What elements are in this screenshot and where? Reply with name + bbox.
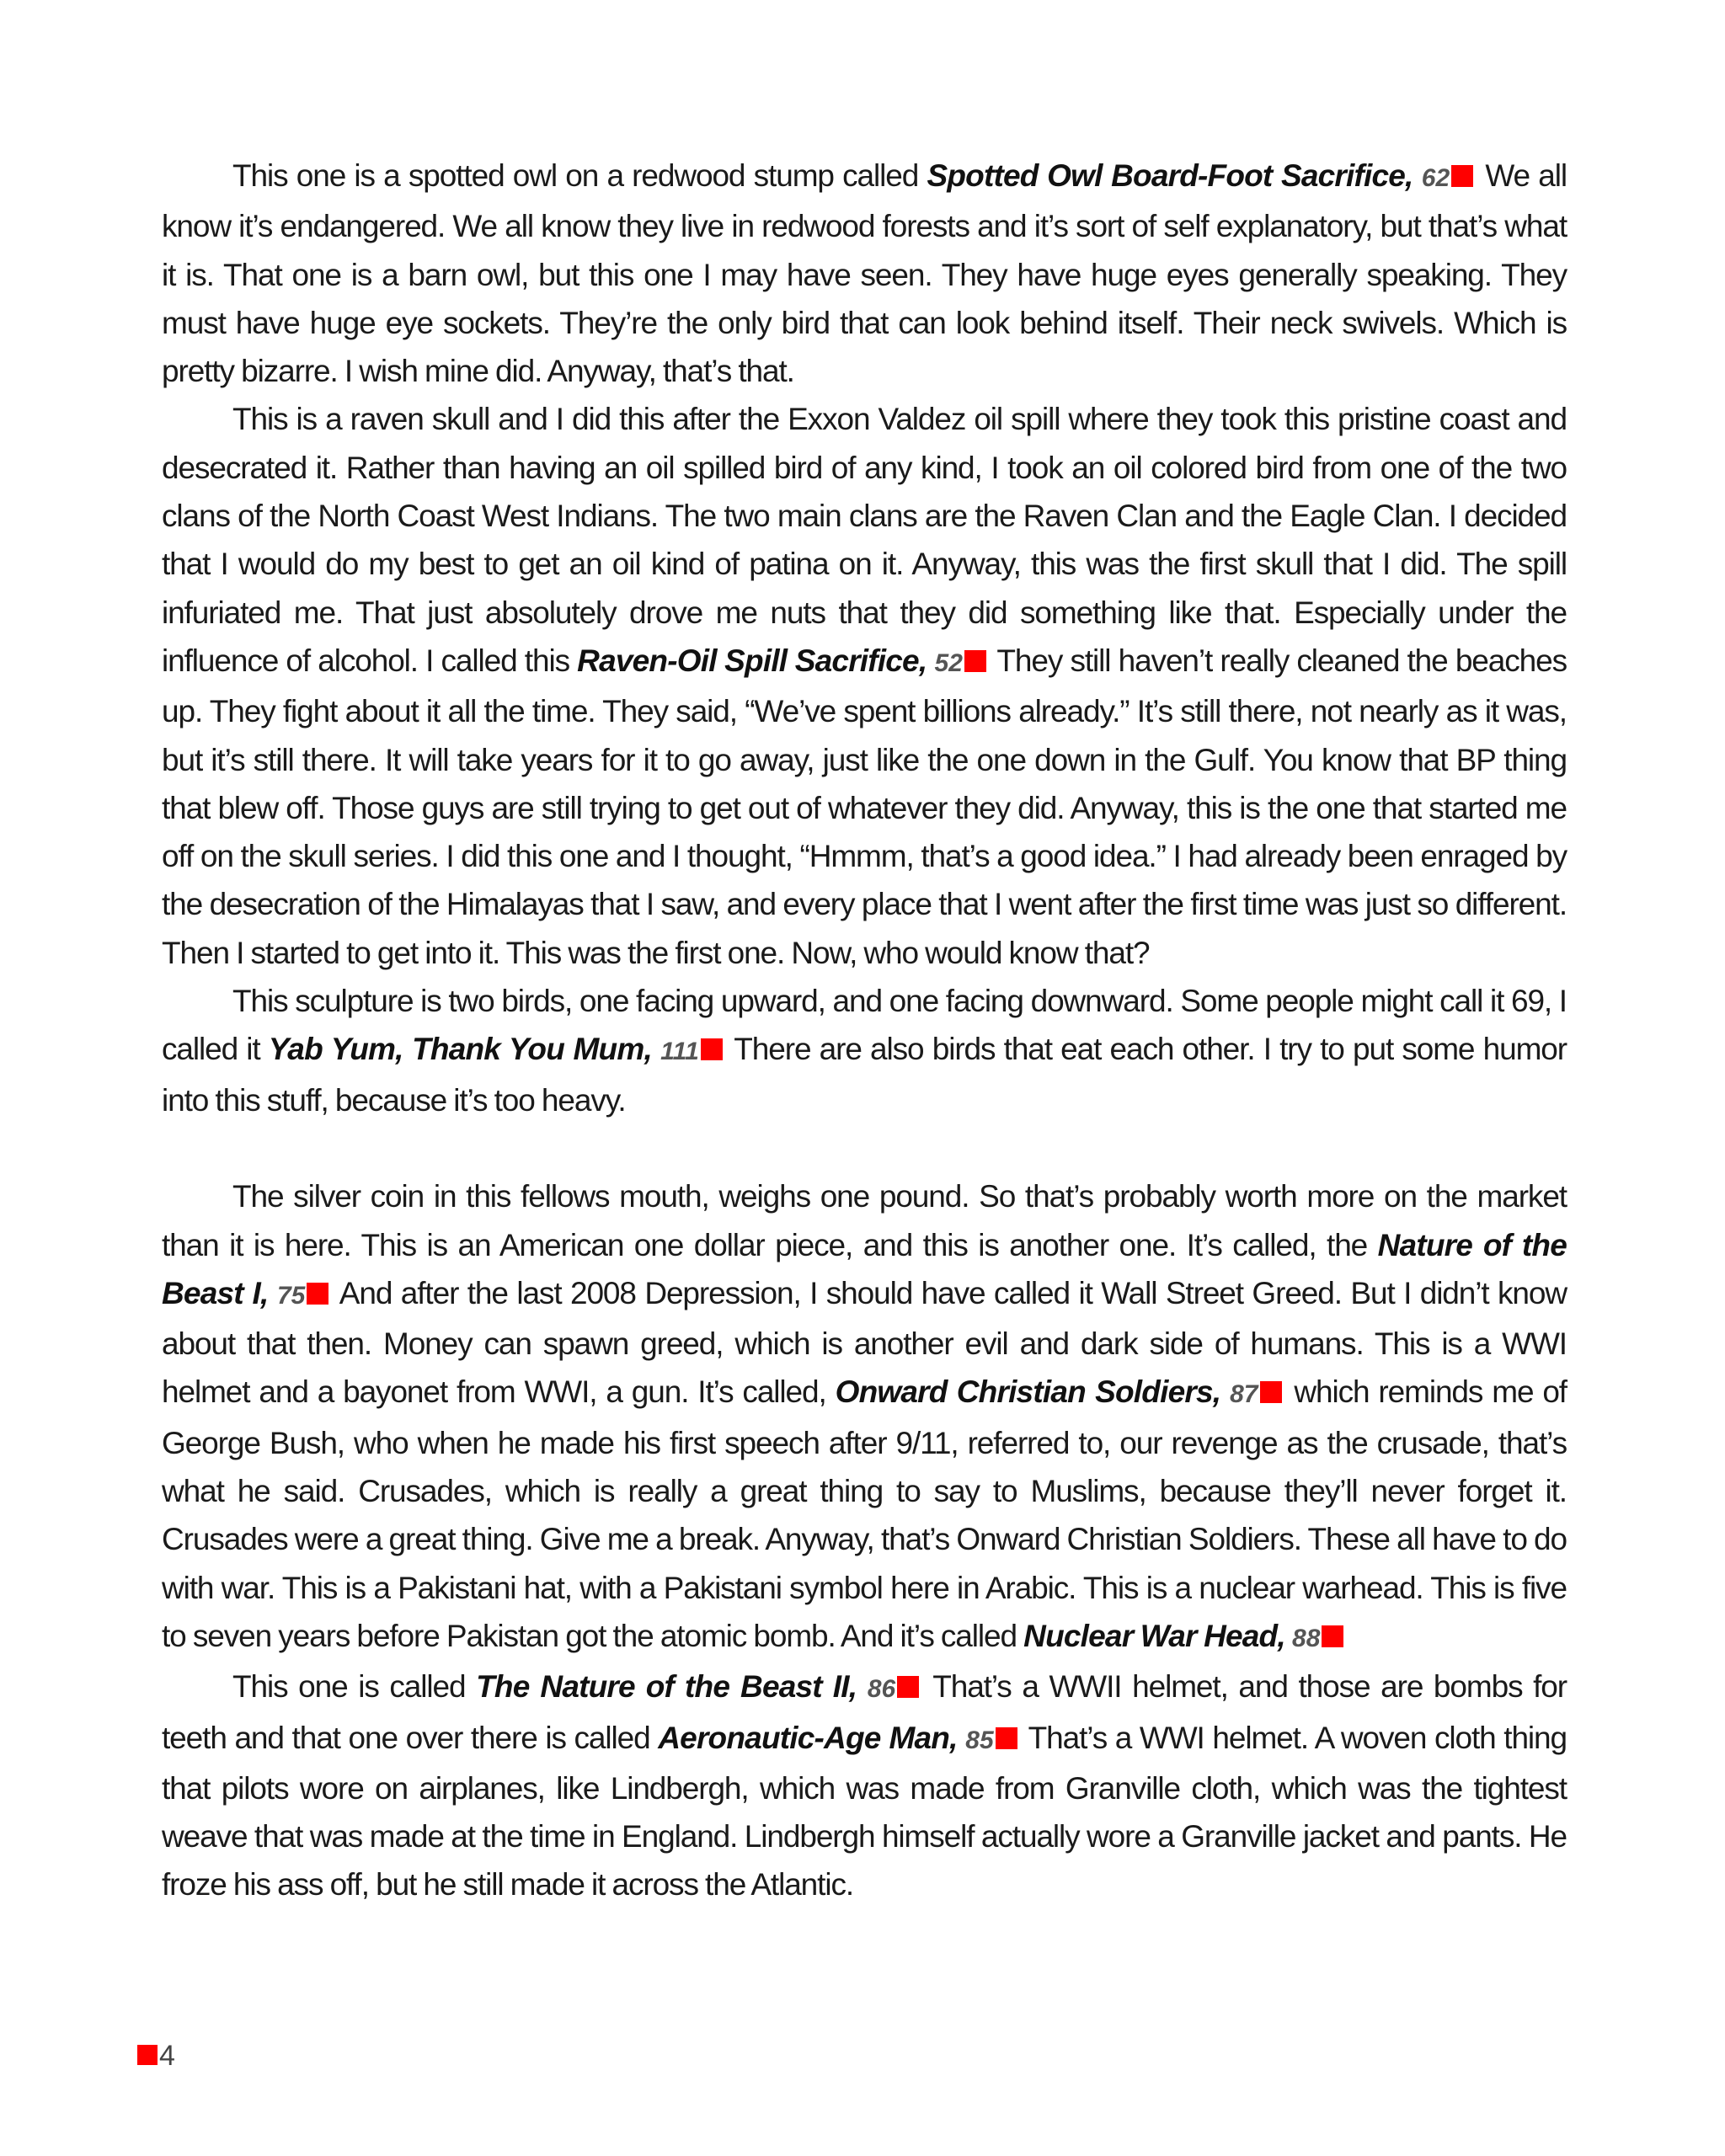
body-text: The silver coin in this fellows mouth, weighs one pound. So that’s probably worth more on the market than it is here. This is an American one dollar piece, and this is another one. It’s called, the	[162, 1179, 1567, 1262]
document-body	[162, 152, 1567, 1909]
red-square-marker-icon	[307, 1283, 328, 1305]
red-square-marker-icon	[137, 2045, 158, 2065]
artwork-title: The Nature of the Beast II,	[476, 1669, 857, 1705]
artwork-page-reference: 88	[1292, 1624, 1321, 1652]
artwork-title: Yab Yum, Thank You Mum,	[268, 1032, 652, 1067]
artwork-title: Onward Christian Soldiers,	[835, 1374, 1221, 1410]
paragraph-gap	[162, 1124, 1567, 1172]
page-footer	[137, 2041, 175, 2070]
body-text: This one is a spotted owl on a redwood stump called	[232, 158, 927, 193]
body-text: This sculpture is two birds, one facing upward, and one facing downward. Some people might call it 69, I called it	[162, 984, 1567, 1067]
red-square-marker-icon	[964, 650, 986, 672]
artwork-page-reference: 85	[965, 1726, 994, 1754]
paragraph	[162, 152, 1567, 395]
paragraph	[162, 977, 1567, 1124]
artwork-page-reference: 52	[934, 648, 963, 677]
artwork-title: Raven-Oil Spill Sacrifice,	[577, 643, 927, 678]
artwork-title: Aeronautic-Age Man,	[658, 1720, 958, 1755]
body-text: This one is called	[232, 1669, 477, 1705]
paragraph	[162, 1662, 1567, 1908]
body-text: They still haven’t really cleaned the beaches up. They fight about it all the time. They said, “We’ve spent billions already.” It’s still there, not nearly as it was, but it’s still there. It will take years for it to go away, just like the one down in the Gulf. You know that BP thing that blew off. Those guys are still trying to get out of whatever they did. Anyway, this is the one that started me off on the skull series. I did this one and I thought, “Hmmm, that’s a good idea.” I had already been enraged by the desecration of the Himalayas that I saw, and every place that I went after the first time was just so different. Then I started to get into it. This was the first one. Now, who would know that?	[162, 643, 1567, 970]
artwork-page-reference: 86	[867, 1675, 896, 1704]
body-text: There are also birds that eat each other. I try to put some humor into this stuff, because it’s too heavy.	[162, 1032, 1567, 1118]
paragraph	[162, 1172, 1567, 1662]
red-square-marker-icon	[701, 1038, 723, 1060]
artwork-page-reference: 87	[1230, 1380, 1258, 1409]
artwork-title: Nuclear War Head,	[1023, 1618, 1285, 1653]
body-text: That’s a WWII helmet, and those are bombs for teeth and that one over there is called	[162, 1669, 1567, 1755]
red-square-marker-icon	[1322, 1625, 1343, 1647]
body-text: This is a raven skull and I did this after the Exxon Valdez oil spill where they took this pristine coast and desecrated it. Rather than having an oil spilled bird of any kind, I took an oil colored bird from one of the two clans of the North Coast West Indians. The two main clans are the Raven Clan and the Eagle Clan. I decided that I would do my best to get an oil kind of patina on it. Anyway, this was the first skull that I did. The spill infuriated me. That just absolutely drove me nuts that they did something like that. Especially under the influence of alcohol. I called this	[162, 402, 1567, 678]
red-square-marker-icon	[897, 1676, 919, 1698]
body-text: And after the last 2008 Depression, I should have called it Wall Street Greed. But I didn’t know about that then. Money can spawn greed, which is another evil and dark side of humans. This is a WWI helmet and a bayonet from WWI, a gun. It’s called,	[162, 1275, 1567, 1410]
page-number: 4	[159, 2040, 175, 2072]
artwork-page-reference: 62	[1421, 164, 1450, 192]
red-square-marker-icon	[1451, 165, 1473, 187]
paragraph	[162, 395, 1567, 977]
red-square-marker-icon	[996, 1727, 1017, 1749]
artwork-title: Spotted Owl Board-Foot Sacrifice,	[927, 158, 1413, 193]
red-square-marker-icon	[1260, 1381, 1282, 1403]
body-text: That’s a WWI helmet. A woven cloth thing that pilots wore on airplanes, like Lindbergh, which was made from Granville cloth, which was the tightest weave that was made at the time in England. Lindbergh himself actually wore a Granville jacket and pants. He froze his ass off, but he still made it across the Atlantic.	[162, 1720, 1567, 1903]
body-text: which reminds me of George Bush, who when he made his first speech after 9/11, referred to, our revenge as the crusade, that’s what he said. Crusades, which is really a great thing to say to Muslims, because they’ll never forget it. Crusades were a great thing. Give me a break. Anyway, that’s Onward Christian Soldiers. These all have to do with war. This is a Pakistani hat, with a Pakistani symbol here in Arabic. This is a nuclear warhead. This is five to seven years before Pakistan got the atomic bomb. And it’s called	[162, 1374, 1567, 1653]
body-text: We all know it’s endangered. We all know they live in redwood forests and it’s sort of self explanatory, but that’s what it is. That one is a barn owl, but this one I may have seen. They have huge eyes generally speaking. They must have huge eye sockets. They’re the only bird that can look behind itself. Their neck swivels. Which is pretty bizarre. I wish mine did. Anyway, that’s that.	[162, 158, 1567, 389]
artwork-title: Nature of the Beast I,	[162, 1227, 1567, 1310]
artwork-page-reference: 75	[276, 1281, 306, 1310]
artwork-page-reference: 111	[660, 1038, 699, 1066]
